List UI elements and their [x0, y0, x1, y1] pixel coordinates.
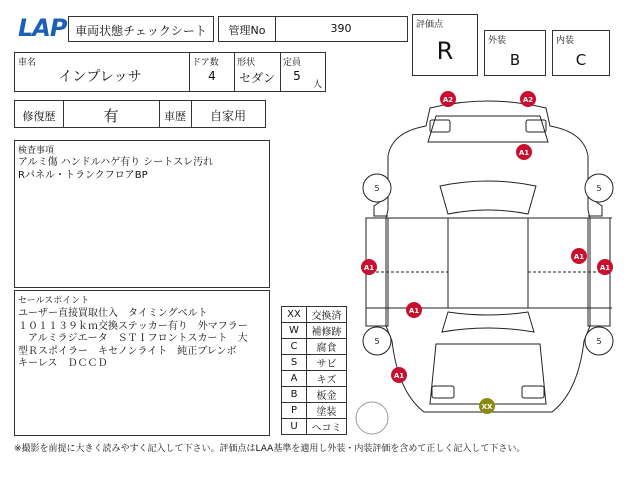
capacity-label: 定員	[283, 58, 302, 68]
body-type-label: 形状	[237, 58, 256, 68]
damage-legend-table	[281, 306, 347, 435]
interior-grade-label: 内装	[556, 36, 575, 46]
svg-text:A1: A1	[408, 307, 420, 315]
car-name-value: インプレッサ	[58, 69, 142, 85]
legend-code: S	[282, 355, 307, 371]
car-name-label: 車名	[18, 58, 37, 68]
laa-logo: LAP	[18, 14, 67, 42]
legend-code: U	[282, 419, 307, 435]
exterior-grade-box	[484, 30, 546, 76]
usage-history-label: 車歴	[164, 110, 186, 123]
legend-code: XX	[282, 307, 307, 323]
overall-grade-label: 評価点	[416, 20, 444, 30]
svg-text:A1: A1	[363, 264, 375, 272]
body-type-value: セダン	[238, 71, 276, 85]
svg-text:A2: A2	[442, 96, 454, 104]
sales-points-box	[14, 290, 270, 436]
inspection-label: 検査事項	[18, 146, 55, 156]
sales-points-label: セールスポイント	[18, 296, 90, 306]
mark-right-side-a1	[597, 259, 613, 275]
overall-grade-value: R	[436, 37, 454, 65]
repair-history-label: 修復歴	[22, 110, 56, 123]
doors-label: ドア数	[192, 58, 219, 68]
kanri-no-label: 管理No	[228, 24, 266, 37]
kanri-no-value: 390	[330, 22, 352, 35]
sheet-title-box	[68, 16, 214, 42]
windshield-outline	[440, 181, 536, 214]
footer-note: ※撮影を前提に大きく読みやすく記入して下さい。評価点はLAA基準を適用し外装・内装評価を含めて正しく記入して下さい。	[14, 444, 526, 454]
legend-meaning: ヘコミ	[307, 419, 347, 435]
tire-rear-left-depth: 5	[374, 337, 380, 346]
legend-meaning: 塗装	[307, 403, 347, 419]
legend-code: A	[282, 371, 307, 387]
roof-outline	[448, 218, 528, 308]
spare-tire	[356, 402, 388, 434]
usage-history-value: 自家用	[209, 109, 246, 123]
legend-meaning: 補修跡	[307, 323, 347, 339]
mark-front-left-a2	[440, 91, 456, 107]
legend-row	[282, 419, 347, 435]
sales-points-text: ユーザー直接買取仕入 タイミングベルト １０１１３９ｋｍ交換ステッカー有り 外マフラー アルミラジエータ ＳＴＩフロントスカート 大 型Ｒスポイラー キセノンライト 純正ブレンボ キーレス ＤＣＣＤ	[18, 308, 248, 369]
trunk-outline	[430, 344, 546, 404]
mark-rear-left-a1	[391, 367, 407, 383]
history-box	[14, 100, 266, 128]
inspection-text: アルミ傷 ハンドルハゲ有り シートスレ汚れ Rパネル・トランクフロアBP	[18, 157, 214, 181]
svg-text:A1: A1	[393, 372, 405, 380]
mark-right-fender-a1	[571, 248, 587, 264]
legend-row	[282, 339, 347, 355]
interior-grade-value: C	[575, 51, 587, 69]
car-body-outline	[386, 101, 590, 412]
legend-meaning: サビ	[307, 355, 347, 371]
mark-left-door-a1	[406, 302, 422, 318]
mark-left-fender-a1	[361, 259, 377, 275]
rear-window-outline	[442, 312, 534, 332]
legend-meaning: 板金	[307, 387, 347, 403]
interior-grade-box	[552, 30, 610, 76]
svg-text:XX: XX	[481, 403, 493, 411]
sheet-title: 車両状態チェックシート	[75, 24, 207, 38]
capacity-unit: 人	[313, 80, 323, 90]
mark-hood-a1	[516, 144, 532, 160]
legend-row	[282, 355, 347, 371]
legend-meaning: 交換済	[307, 307, 347, 323]
legend-code: B	[282, 387, 307, 403]
mark-trunk-xx	[479, 398, 495, 414]
legend-code: P	[282, 403, 307, 419]
car-damage-diagram	[352, 86, 624, 436]
rear-right-lamp	[522, 386, 544, 398]
exterior-grade-value: B	[509, 51, 521, 69]
svg-text:A1: A1	[599, 264, 611, 272]
svg-text:A1: A1	[573, 253, 585, 261]
legend-row	[282, 387, 347, 403]
svg-text:A2: A2	[522, 96, 534, 104]
legend-row	[282, 371, 347, 387]
doors-value: 4	[208, 69, 216, 83]
mark-front-right-a2	[520, 91, 536, 107]
repair-history-value: 有	[103, 107, 119, 125]
kanri-no-box	[218, 16, 408, 42]
overall-grade-box	[412, 14, 478, 76]
legend-code: C	[282, 339, 307, 355]
vehicle-info-box	[14, 52, 326, 92]
legend-row	[282, 307, 347, 323]
rear-left-lamp	[432, 386, 454, 398]
legend-row	[282, 323, 347, 339]
exterior-grade-label: 外装	[488, 36, 507, 46]
capacity-value: 5	[293, 69, 301, 83]
legend-meaning: キズ	[307, 371, 347, 387]
tire-front-left-depth: 5	[374, 184, 380, 193]
tire-front-right-depth: 5	[596, 184, 602, 193]
legend-meaning: 腐食	[307, 339, 347, 355]
tire-rear-right-depth: 5	[596, 337, 602, 346]
legend-code: W	[282, 323, 307, 339]
inspection-box	[14, 140, 270, 288]
svg-text:A1: A1	[518, 149, 530, 157]
legend-row	[282, 403, 347, 419]
